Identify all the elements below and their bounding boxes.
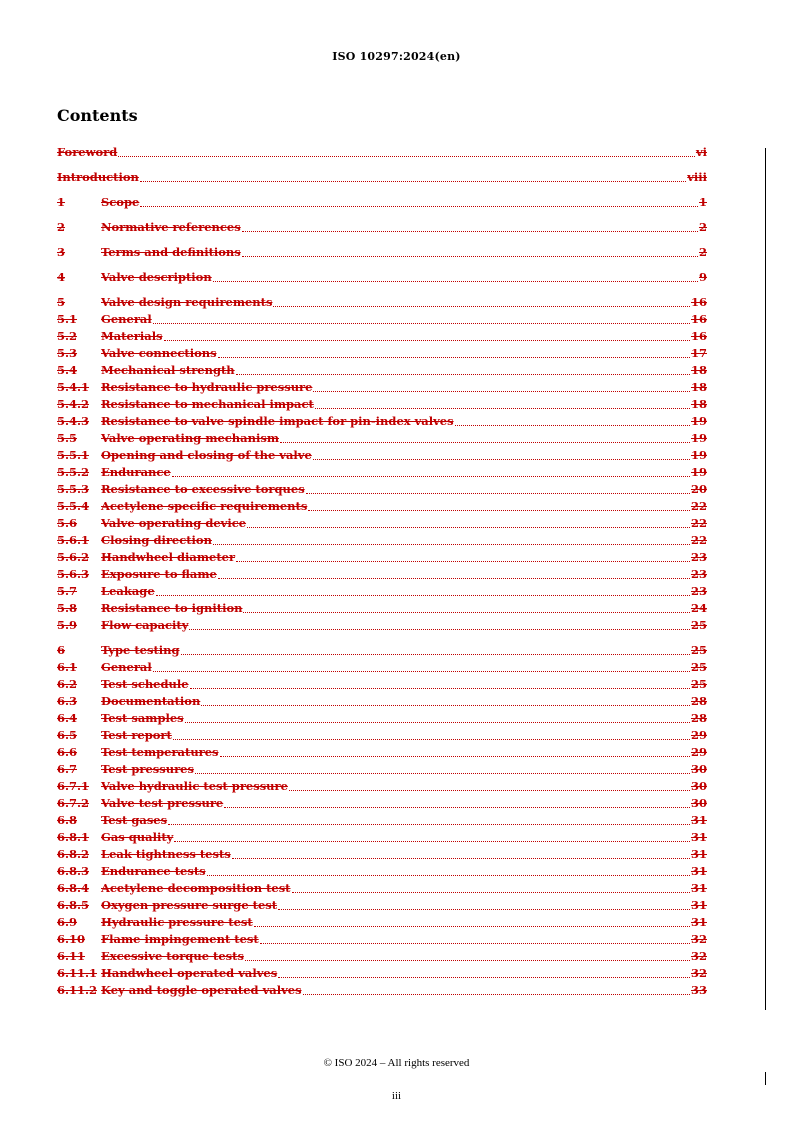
toc-entry-title: Test pressures [101,762,194,776]
toc-entry[interactable] [57,532,707,549]
toc-entry-number: 5 [57,295,66,309]
toc-entry-page: 31 [690,830,707,844]
toc-entry[interactable] [57,795,707,812]
toc-dot-leader [278,909,690,910]
toc-entry[interactable] [57,761,707,778]
toc-entry-number: 6.11.2 [57,983,98,997]
toc-entry-page: 25 [690,677,707,691]
toc-entry[interactable] [57,515,707,532]
toc-entry-page: viii [687,170,707,184]
toc-dot-leader [315,408,690,409]
toc-entry-title: Valve operating device [101,516,247,530]
toc-entry-number: 6.8.4 [57,881,90,895]
toc-dot-leader [303,994,690,995]
toc-entry-page: 25 [690,618,707,632]
toc-entry-page: 25 [690,660,707,674]
toc-entry-number: 6.8.1 [57,830,90,844]
toc-dot-leader [224,807,690,808]
toc-entry[interactable] [57,413,707,430]
toc-dot-leader [156,595,690,596]
toc-entry-number: 5.1 [57,312,78,326]
page-title: Contents [57,106,138,125]
toc-entry[interactable] [57,169,707,186]
toc-entry-title: Valve design requirements [101,295,273,309]
toc-entry-title: Type testing [101,643,180,657]
toc-entry-title: Mechanical strength [101,363,235,377]
toc-dot-leader [308,510,690,511]
toc-entry-number: 5.2 [57,329,78,343]
toc-entry-title: Scope [101,195,140,209]
toc-dot-leader [190,688,690,689]
toc-entry-title: Test report [101,728,172,742]
table-of-contents [57,144,707,999]
toc-dot-leader [242,256,698,257]
toc-entry-page: 30 [690,796,707,810]
toc-dot-leader [254,926,690,927]
toc-entry-title: Resistance to ignition [101,601,243,615]
toc-entry-page: 19 [690,431,707,445]
copyright-notice: © ISO 2024 – All rights reserved [323,1057,470,1069]
toc-dot-leader [247,527,690,528]
toc-entry-number: 5.6.3 [57,567,90,581]
toc-entry-title: General [101,312,152,326]
toc-dot-leader [168,824,690,825]
toc-entry-number: 6.11.1 [57,966,98,980]
toc-dot-leader [313,459,690,460]
toc-entry-number: 5.4.2 [57,397,90,411]
toc-entry[interactable] [57,914,707,931]
toc-entry-page: 23 [690,550,707,564]
toc-entry[interactable] [57,744,707,761]
toc-entry-number: 5.3 [57,346,78,360]
toc-entry[interactable] [57,829,707,846]
toc-dot-leader [273,306,690,307]
toc-entry-page: 18 [690,397,707,411]
toc-dot-leader [455,425,690,426]
toc-dot-leader [173,739,690,740]
toc-entry-page: 29 [690,745,707,759]
toc-entry[interactable] [57,328,707,345]
toc-entry[interactable] [57,710,707,727]
toc-entry[interactable] [57,931,707,948]
toc-entry-page: 23 [690,567,707,581]
toc-entry-title: Flow capacity [101,618,189,632]
toc-entry-page: 22 [690,533,707,547]
toc-dot-leader [220,756,690,757]
toc-entry-title: Normative references [101,220,241,234]
toc-entry-title: Valve operating mechanism [101,431,279,445]
toc-entry-page: 16 [690,329,707,343]
toc-entry[interactable] [57,362,707,379]
toc-entry[interactable] [57,846,707,863]
toc-entry-number: 5.4 [57,363,78,377]
toc-dot-leader [201,705,690,706]
toc-entry-number: 5.5.3 [57,482,90,496]
toc-entry-page: 31 [690,847,707,861]
toc-entry-page: 9 [698,270,707,284]
toc-entry-number: 5.5.2 [57,465,90,479]
toc-entry-title: Endurance tests [101,864,206,878]
toc-dot-leader [181,654,690,655]
toc-entry-page: 31 [690,881,707,895]
toc-entry[interactable] [57,880,707,897]
toc-dot-leader [164,340,690,341]
toc-entry-number: 5.8 [57,601,78,615]
toc-entry-page: 32 [690,966,707,980]
toc-entry-number: 6.8.3 [57,864,90,878]
toc-entry[interactable] [57,965,707,982]
toc-entry-number: 5.4.3 [57,414,90,428]
toc-entry-page: 28 [690,711,707,725]
toc-entry[interactable] [57,948,707,965]
toc-entry[interactable] [57,693,707,710]
toc-entry-title: Acetylene specific requirements [101,499,308,513]
toc-dot-leader [185,722,690,723]
toc-entry-page: 2 [698,245,707,259]
toc-entry-page: 19 [690,465,707,479]
toc-entry[interactable] [57,244,707,261]
toc-dot-leader [289,790,690,791]
toc-entry-title: Handwheel operated valves [101,966,278,980]
toc-entry-page: 18 [690,363,707,377]
toc-entry-page: 22 [690,499,707,513]
toc-dot-leader [243,612,690,613]
toc-entry-page: 23 [690,584,707,598]
toc-dot-leader [218,357,690,358]
toc-entry-title: Acetylene decomposition test [101,881,291,895]
toc-entry[interactable] [57,727,707,744]
toc-dot-leader [153,323,690,324]
toc-dot-leader [236,374,690,375]
toc-entry-page: 25 [690,643,707,657]
toc-entry[interactable] [57,311,707,328]
toc-dot-leader [118,156,695,157]
toc-entry-title: Valve description [101,270,212,284]
toc-dot-leader [313,391,690,392]
toc-entry-title: Flame impingement test [101,932,259,946]
toc-entry-page: 19 [690,414,707,428]
toc-entry-title: Key and toggle operated valves [101,983,302,997]
toc-entry-title: Leak tightness tests [101,847,231,861]
toc-entry[interactable] [57,812,707,829]
toc-dot-leader [245,960,690,961]
toc-dot-leader [195,773,690,774]
toc-entry-page: 16 [690,312,707,326]
toc-entry[interactable] [57,778,707,795]
toc-entry[interactable] [57,379,707,396]
toc-entry-title: Valve test pressure [101,796,224,810]
toc-entry[interactable] [57,447,707,464]
toc-entry-number: 5.5.4 [57,499,90,513]
toc-entry-title: Test samples [101,711,184,725]
toc-entry-page: 30 [690,779,707,793]
toc-entry-page: 30 [690,762,707,776]
toc-entry-page: 31 [690,898,707,912]
toc-entry-title: Leakage [101,584,155,598]
toc-entry-number: 6.1 [57,660,78,674]
toc-entry[interactable] [57,676,707,693]
toc-entry-page: 24 [690,601,707,615]
toc-entry-page: 18 [690,380,707,394]
toc-entry-page: 1 [698,195,707,209]
toc-entry-page: 29 [690,728,707,742]
toc-dot-leader [140,181,686,182]
toc-dot-leader [153,671,690,672]
toc-entry-title: Handwheel diameter [101,550,236,564]
toc-entry-number: 6 [57,643,66,657]
toc-entry-title: Hydraulic pressure test [101,915,253,929]
toc-entry[interactable] [57,345,707,362]
toc-entry-number: 6.7 [57,762,78,776]
toc-entry[interactable] [57,549,707,566]
toc-dot-leader [213,544,690,545]
toc-entry[interactable] [57,617,707,634]
toc-entry-title: Documentation [101,694,201,708]
toc-entry-page: 2 [698,220,707,234]
toc-entry-number: 5.6 [57,516,78,530]
toc-entry-title: Oxygen pressure surge test [101,898,278,912]
toc-dot-leader [207,875,690,876]
toc-entry-page: 31 [690,915,707,929]
toc-entry[interactable] [57,144,707,161]
toc-entry-page: 32 [690,949,707,963]
toc-dot-leader [260,943,690,944]
toc-entry-title: Resistance to mechanical impact [101,397,314,411]
toc-dot-leader [172,476,690,477]
toc-entry[interactable] [57,481,707,498]
toc-entry[interactable] [57,982,707,999]
toc-entry-title: Resistance to excessive torques [101,482,305,496]
toc-entry-number: 5.5.1 [57,448,90,462]
toc-entry-page: 17 [690,346,707,360]
toc-dot-leader [174,841,690,842]
toc-dot-leader [236,561,690,562]
toc-entry-number: 5.7 [57,584,78,598]
toc-entry-number: 6.9 [57,915,78,929]
toc-entry[interactable] [57,642,707,659]
toc-entry[interactable] [57,219,707,236]
toc-entry[interactable] [57,294,707,311]
toc-entry[interactable] [57,600,707,617]
change-bar [765,148,766,1010]
toc-entry-page: 20 [690,482,707,496]
toc-entry-number: 6.7.1 [57,779,90,793]
toc-entry-title: Valve connections [101,346,217,360]
toc-entry-page: 31 [690,864,707,878]
toc-entry-title: Resistance to hydraulic pressure [101,380,313,394]
toc-entry-number: 4 [57,270,66,284]
toc-entry-title: Excessive torque tests [101,949,244,963]
toc-entry-page: 32 [690,932,707,946]
toc-entry-number: 6.5 [57,728,78,742]
toc-entry-title: Test schedule [101,677,189,691]
toc-entry-number: 3 [57,245,66,259]
toc-entry[interactable] [57,464,707,481]
toc-entry-title: Exposure to flame [101,567,217,581]
toc-entry-number: 5.6.1 [57,533,90,547]
toc-entry-title: Materials [101,329,163,343]
toc-entry-title: Closing direction [101,533,212,547]
toc-entry-number: 6.2 [57,677,78,691]
toc-entry-number: 6.3 [57,694,78,708]
change-bar [765,1072,766,1085]
toc-entry-number: 6.4 [57,711,78,725]
toc-entry-title: Test gases [101,813,168,827]
toc-entry-title: Introduction [57,170,139,184]
toc-entry[interactable] [57,583,707,600]
toc-entry-title: Resistance to valve spindle impact for pin-index valves [101,414,454,428]
toc-entry-page: 33 [690,983,707,997]
toc-entry[interactable] [57,498,707,515]
page-number: iii [391,1090,402,1102]
toc-entry-page: 28 [690,694,707,708]
toc-entry-page: 19 [690,448,707,462]
toc-dot-leader [189,629,690,630]
toc-dot-leader [292,892,690,893]
toc-entry[interactable] [57,659,707,676]
toc-entry-number: 6.7.2 [57,796,90,810]
toc-entry-page: vi [695,145,707,159]
toc-dot-leader [306,493,690,494]
toc-entry[interactable] [57,194,707,211]
toc-dot-leader [232,858,690,859]
toc-entry-number: 6.8.5 [57,898,90,912]
toc-entry-number: 5.6.2 [57,550,90,564]
toc-dot-leader [242,231,698,232]
toc-entry[interactable] [57,566,707,583]
toc-entry-title: Terms and definitions [101,245,241,259]
toc-entry-title: Gas quality [101,830,174,844]
document-header: ISO 10297:2024(en) [332,50,461,63]
toc-entry-number: 6.8 [57,813,78,827]
toc-dot-leader [278,977,690,978]
toc-entry-number: 5.5 [57,431,78,445]
toc-entry-title: Valve hydraulic test pressure [101,779,288,793]
toc-entry-title: General [101,660,152,674]
toc-entry-number: 6.6 [57,745,78,759]
toc-dot-leader [280,442,690,443]
toc-dot-leader [140,206,698,207]
toc-entry-title: Endurance [101,465,171,479]
toc-entry-number: 1 [57,195,66,209]
toc-dot-leader [213,281,698,282]
toc-entry[interactable] [57,269,707,286]
toc-entry-title: Opening and closing of the valve [101,448,312,462]
toc-entry[interactable] [57,396,707,413]
toc-entry-number: 5.4.1 [57,380,90,394]
toc-entry-page: 16 [690,295,707,309]
toc-entry-number: 6.11 [57,949,86,963]
toc-entry-page: 22 [690,516,707,530]
toc-dot-leader [218,578,690,579]
toc-entry-number: 6.8.2 [57,847,90,861]
toc-entry[interactable] [57,897,707,914]
toc-entry-number: 5.9 [57,618,78,632]
toc-entry[interactable] [57,863,707,880]
toc-entry-number: 2 [57,220,66,234]
toc-entry-title: Test temperatures [101,745,219,759]
toc-entry-number: 6.10 [57,932,86,946]
toc-entry[interactable] [57,430,707,447]
toc-entry-page: 31 [690,813,707,827]
toc-entry-title: Foreword [57,145,118,159]
